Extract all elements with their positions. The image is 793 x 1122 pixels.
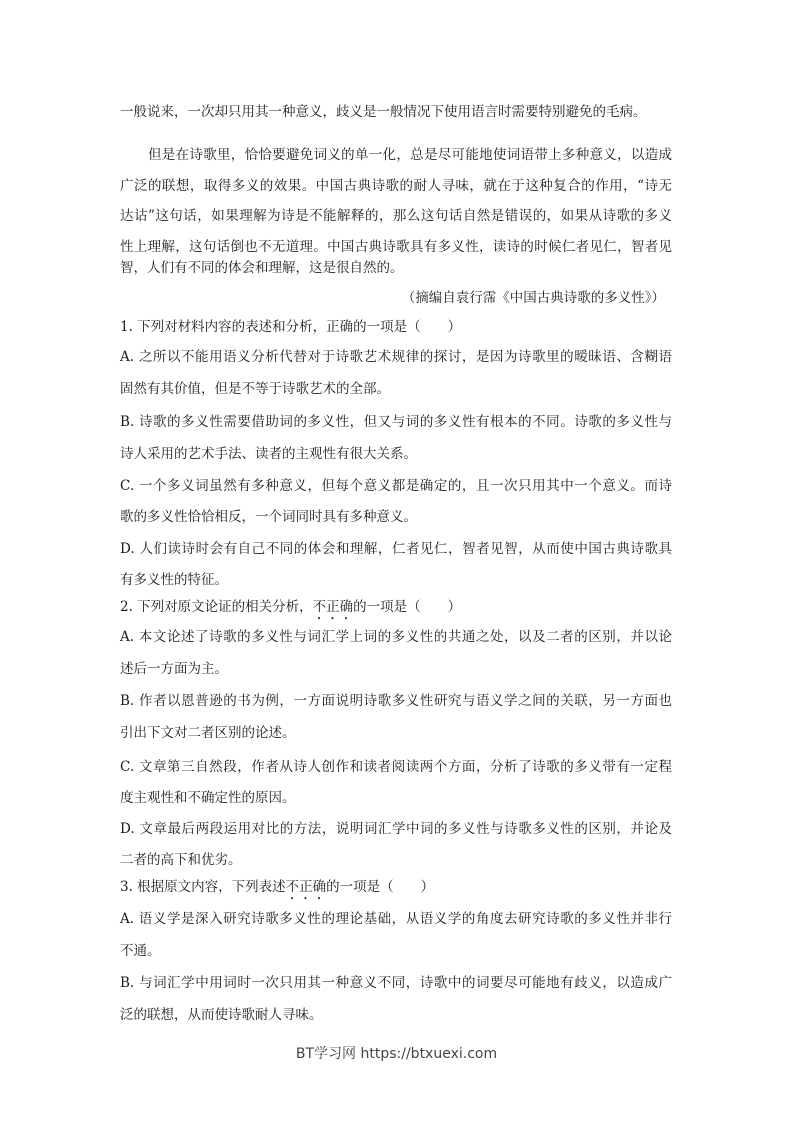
passage-line: 达诂”这句话，如果理解为诗是不能解释的，那么这句话自然是错误的，如果从诗歌的多义: [120, 208, 672, 224]
option-a: A. 本文论述了诗歌的多义性与词汇学上词的多义性的共通之处，以及二者的区别，并以论: [120, 629, 672, 645]
option-b-cont: 诗人采用的艺术手法、读者的主观性有很大关系。: [120, 446, 417, 462]
passage-line: 性上理解，这句话倒也不无道理。中国古典诗歌具有多义性，读诗的时候仁者见仁，智者见: [120, 239, 672, 255]
option-a-cont: 固然有其价值，但是不等于诗歌艺术的全部。: [120, 381, 390, 397]
option-c: C. 文章第三自然段，作者从诗人创作和读者阅读两个方面，分析了诗歌的多义带有一定程: [120, 759, 672, 775]
option-d: D. 文章最后两段运用对比的方法，说明词汇学中词的多义性与诗歌多义性的区别，并论及: [120, 821, 672, 837]
option-c: C. 一个多义词虽然有多种意义，但每个意义都是确定的，且一次只用其中一个意义。而诗: [120, 478, 672, 494]
stem-text: 2. 下列对原文论证的相关分析，: [120, 599, 313, 615]
option-c-cont: 度主观性和不确定性的原因。: [120, 790, 296, 806]
emphasized-text: 不正确: [285, 879, 327, 895]
stem-text: 的一项是（ ）: [326, 879, 435, 895]
option-b-cont: 泛的联想，从而使诗歌耐人寻味。: [120, 1007, 323, 1023]
option-b: B. 诗歌的多义性需要借助词的多义性，但又与词的多义性有根本的不同。诗歌的多义性与: [120, 414, 672, 430]
option-d: D. 人们读诗时会有自己不同的体会和理解，仁者见仁，智者见智，从而使中国古典诗歌具: [120, 541, 672, 557]
question-stem: 1. 下列对材料内容的表述和分析，正确的一项是（ ）: [120, 319, 462, 335]
stem-text: 3. 根据原文内容，下列表述: [120, 879, 286, 895]
option-c-cont: 歌的多义性恰恰相反，一个词同时具有多种意义。: [120, 509, 417, 525]
option-a-cont: 述后一方面为主。: [120, 661, 228, 677]
passage-line: 但是在诗歌里，恰恰要避免词义的单一化，总是尽可能地使词语带上多种意义，以造成: [148, 147, 672, 163]
option-b: B. 与词汇学中用词时一次只用其一种意义不同，诗歌中的词要尽可能地有歧义，以造成广: [120, 975, 672, 991]
passage-line: 一般说来，一次却只用其一种意义，歧义是一般情况下使用语言时需要特别避免的毛病。: [120, 104, 647, 120]
footer-watermark: BT学习网 https://btxuexi.com: [295, 1046, 498, 1062]
option-b-cont: 引出下文对二者区别的论述。: [120, 725, 296, 741]
passage-line: 智，人们有不同的体会和理解，这是很自然的。: [120, 260, 404, 276]
emphasized-text: 不正确: [312, 599, 354, 615]
question-stem: [120, 878, 672, 903]
stem-text: 的一项是（ ）: [353, 599, 462, 615]
option-a: A. 语义学是深入研究诗歌多义性的理论基础，从语义学的角度去研究诗歌的多义性并非行: [120, 911, 672, 927]
passage-line: 广泛的联想，取得多义的效果。中国古典诗歌的耐人寻味，就在于这种复合的作用，“诗无: [120, 178, 672, 194]
attribution: （摘编自袁行霈《中国古典诗歌的多义性》）: [401, 290, 665, 306]
option-b: B. 作者以恩普逊的书为例，一方面说明诗歌多义性研究与语义学之间的关联，另一方面也: [120, 693, 672, 709]
option-a: A. 之所以不能用语义分析代替对于诗歌艺术规律的探讨，是因为诗歌里的暧昧语、含糊语: [120, 349, 672, 365]
option-d-cont: 二者的高下和优劣。: [120, 852, 242, 868]
option-a-cont: 不通。: [120, 943, 161, 959]
question-stem: [120, 598, 672, 623]
option-d-cont: 有多义性的特征。: [120, 572, 228, 588]
